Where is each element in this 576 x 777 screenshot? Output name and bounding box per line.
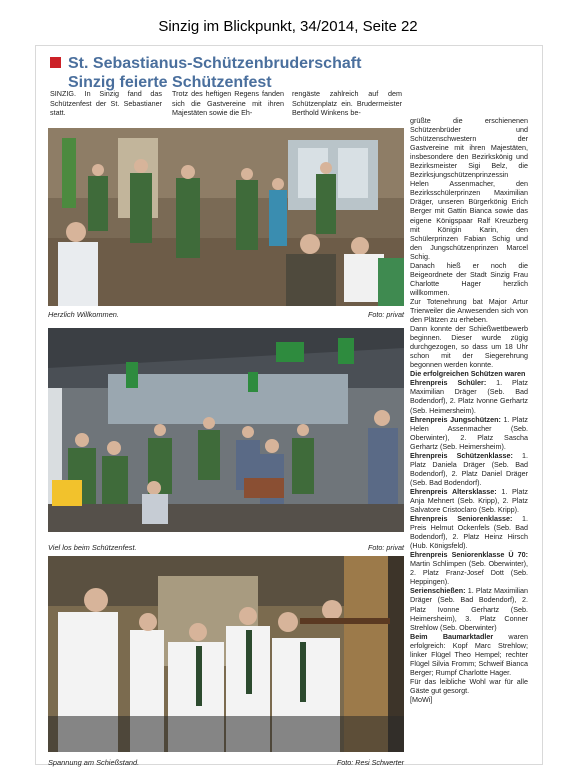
headline-line-2: Sinzig feierte Schützenfest — [68, 74, 272, 91]
publication-line: Sinzig im Blickpunkt, 34/2014, Seite 22 — [158, 18, 418, 35]
photo-caption-1: Herzlich Willkommen. — [48, 310, 119, 319]
photo-credit-2: Foto: privat — [368, 543, 404, 552]
red-square-bullet — [50, 57, 61, 68]
intro-column-2: Trotz des heftigen Regens fanden sich die Gastvereine mit ihren Majestäten sowie die Eh- — [172, 89, 284, 118]
article-paragraph: Zur Totenehrung bat Major Artur Trierweiler die Anwesenden sich von den Plätzen zu erheben. — [410, 296, 528, 325]
result-text: 1. Platz Helen Assenmacher (Seb. Oberwinter), 2. Platz Sascha Gerhartz (Seb. Heimersheim). — [410, 414, 529, 451]
result-label: Beim Baumarktadler — [410, 631, 494, 641]
result-label: Serienschießen: — [410, 586, 466, 596]
result-text: 1. Preis Helmut Ockenfels (Seb. Bad Bodendorf), 2. Platz Heinz Hirsch (Hub. Königsfeld). — [410, 514, 528, 551]
result-label: Ehrenpreis Altersklasse: — [410, 486, 497, 496]
photo-caption-3: Spannung am Schießstand. — [48, 758, 140, 767]
photo-welcome — [48, 128, 404, 306]
result-entry — [410, 514, 528, 550]
article-paragraph: Für das leibliche Wohl war für alle Gäste gut gesorgt. — [410, 676, 528, 695]
result-label: Ehrenpreis Schützenklasse: — [410, 450, 513, 460]
author-tag: [MoWi] — [410, 695, 433, 704]
photo-credit-1: Foto: privat — [368, 310, 404, 319]
article-right-column — [410, 116, 528, 704]
article-paragraph: grüßte die erschienenen Schützenbrüder und Schützenschwestern der Gastvereine mit ihren Majestäten, insbesondere den Bezirkskönig und Bezirksmeister Sigi Belz, die Bezirksjungschützenprinzessin Helen Assenmacher, den Bezirksschülerprinzen Maximilian Dräger, unseren Bürgerkönig Erich Berger mit Gattin Bianca sowie das eigene Königspaar Ralf Kreuzberg mit Königin Karin, den Schülerprinzen Fabian Schig und den Jungschützenprinzen Marcel Schig. — [410, 116, 528, 261]
result-entry — [410, 378, 528, 414]
result-entry — [410, 451, 528, 487]
headline-line-1: St. Sebastianus-Schützenbruderschaft — [68, 55, 362, 72]
result-entry — [410, 487, 528, 514]
photo-shooting-range — [48, 556, 404, 752]
result-entry — [410, 550, 528, 586]
result-entry — [410, 632, 528, 677]
result-label: Ehrenpreis Seniorenklasse Ü 70: — [410, 550, 528, 560]
result-label: Ehrenpreis Schüler: — [410, 378, 487, 388]
article-paragraph: Dann konnte der Schießwettbewerb beginnen. Dieser wurde zügig durchgezogen, so dass um 18 Uhr schon mit der Siegerehrung begonnen werden konnte. — [410, 324, 528, 370]
result-label: Ehrenpreis Jungschützen: — [410, 414, 501, 424]
photo-caption-2: Viel los beim Schützenfest. — [48, 543, 137, 552]
photo-festival — [48, 328, 404, 532]
result-entry — [410, 415, 528, 451]
result-entry — [410, 586, 528, 631]
result-text: 1. Platz Maximilian Dräger (Seb. Bad Bodendorf), 2. Platz Ivonne Gerhartz (Seb. Heimersheim). — [410, 378, 528, 415]
newspaper-page — [36, 46, 542, 767]
intro-column-1: SINZIG. In Sinzig fand das Schützenfest der St. Sebastianer statt. — [50, 89, 162, 118]
results-heading: Die erfolgreichen Schützen waren — [410, 369, 526, 379]
result-text: 1. Platz Daniela Dräger (Seb. Bad Bodendorf), 2. Platz Daniel Dräger (Seb. Bad Bodendorf). — [410, 450, 528, 487]
intro-column-3: rengäste zahlreich auf dem Schützenplatz ein. Brudermeister Berthold Winkens be- — [292, 89, 402, 118]
result-text: 1. Platz Anja Mehnert (Seb. Kripp), 2. Platz Salvatore Cristoclaro (Seb. Kripp). — [410, 486, 529, 515]
article-headline — [50, 54, 520, 92]
result-text: 1. Platz Maximilian Dräger (Seb. Bad Bodendorf), 2. Platz Ivonne Gerhartz (Seb. Heimersheim), 3. Platz Conner Strehlow (Seb. Oberwinter) — [410, 586, 528, 632]
result-label: Ehrenpreis Seniorenklasse: — [410, 514, 513, 524]
article-paragraph: Danach hieß er noch die Beigeordnete der Stadt Sinzig Frau Charlotte Hager herzlich willkommen. — [410, 260, 528, 297]
photo-credit-3: Foto: Resi Schwerter — [336, 758, 404, 767]
result-text: Martin Schlimpen (Seb. Oberwinter), 2. Platz Franz-Josef Dott (Seb. Heppingen). — [410, 559, 528, 587]
result-text: waren erfolgreich: Kopf Marc Strehlow; linker Flügel Theo Hempel; rechter Flügel Silvia Fromm; Schweif Bianca Berger; Rumpf Charlotte Hager. — [410, 631, 529, 677]
